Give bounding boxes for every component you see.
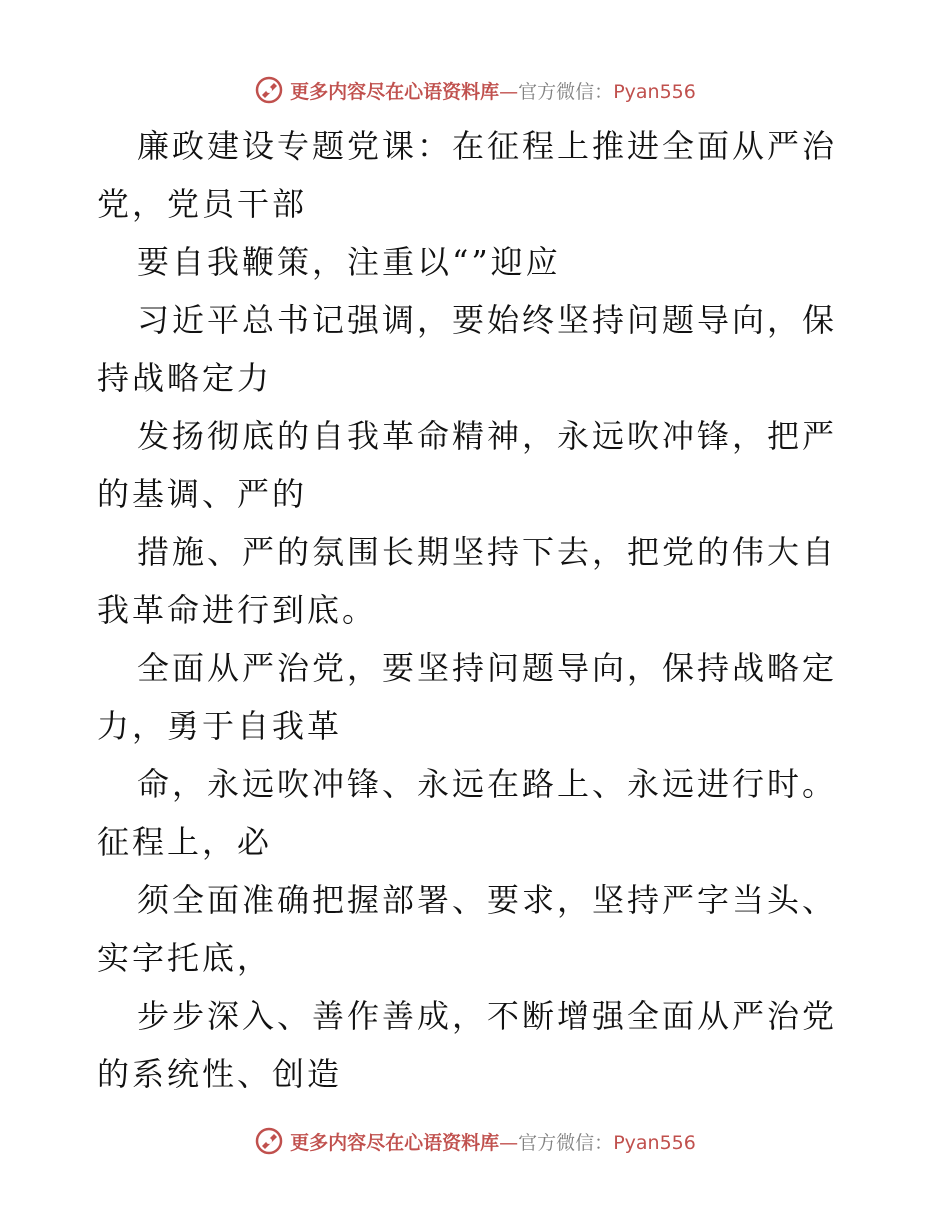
paragraph: 廉政建设专题党课：在征程上推进全面从严治党，党员干部 — [97, 127, 838, 223]
brand-logo-icon — [254, 1126, 284, 1156]
watermark-brand: 更多内容尽在心语资料库 — [290, 80, 500, 103]
paragraph: 措施、严的氛围长期坚持下去，把党的伟大自我革命进行到底。 — [97, 533, 838, 629]
brand-logo-icon — [254, 75, 284, 105]
watermark-official: 官方微信： — [518, 80, 614, 103]
watermark-dash: — — [499, 80, 519, 103]
paragraph: 命，永远吹冲锋、永远在路上、永远进行时。征程上，必 — [97, 765, 838, 861]
paragraph: 发扬彻底的自我革命精神，永远吹冲锋，把严的基调、严的 — [97, 417, 838, 513]
watermark-dash: — — [499, 1131, 519, 1154]
watermark-official: 官方微信： — [518, 1131, 614, 1154]
paragraph: 习近平总书记强调，要始终坚持问题导向，保持战略定力 — [97, 301, 838, 397]
paragraph: 全面从严治党，要坚持问题导向，保持战略定力，勇于自我革 — [97, 649, 838, 745]
document-body — [97, 117, 857, 1103]
watermark-id: Pyan556 — [613, 80, 696, 103]
watermark-brand: 更多内容尽在心语资料库 — [290, 1131, 500, 1154]
watermark-text — [290, 77, 696, 104]
paragraph: 步步深入、善作善成，不断增强全面从严治党的系统性、创造 — [97, 997, 838, 1093]
header-watermark — [0, 70, 950, 110]
footer-watermark — [0, 1121, 950, 1161]
watermark-text — [290, 1128, 696, 1155]
watermark-id: Pyan556 — [613, 1131, 696, 1154]
paragraph: 须全面准确把握部署、要求，坚持严字当头、实字托底， — [97, 881, 838, 977]
paragraph: 要自我鞭策，注重以“”迎应 — [137, 243, 561, 281]
